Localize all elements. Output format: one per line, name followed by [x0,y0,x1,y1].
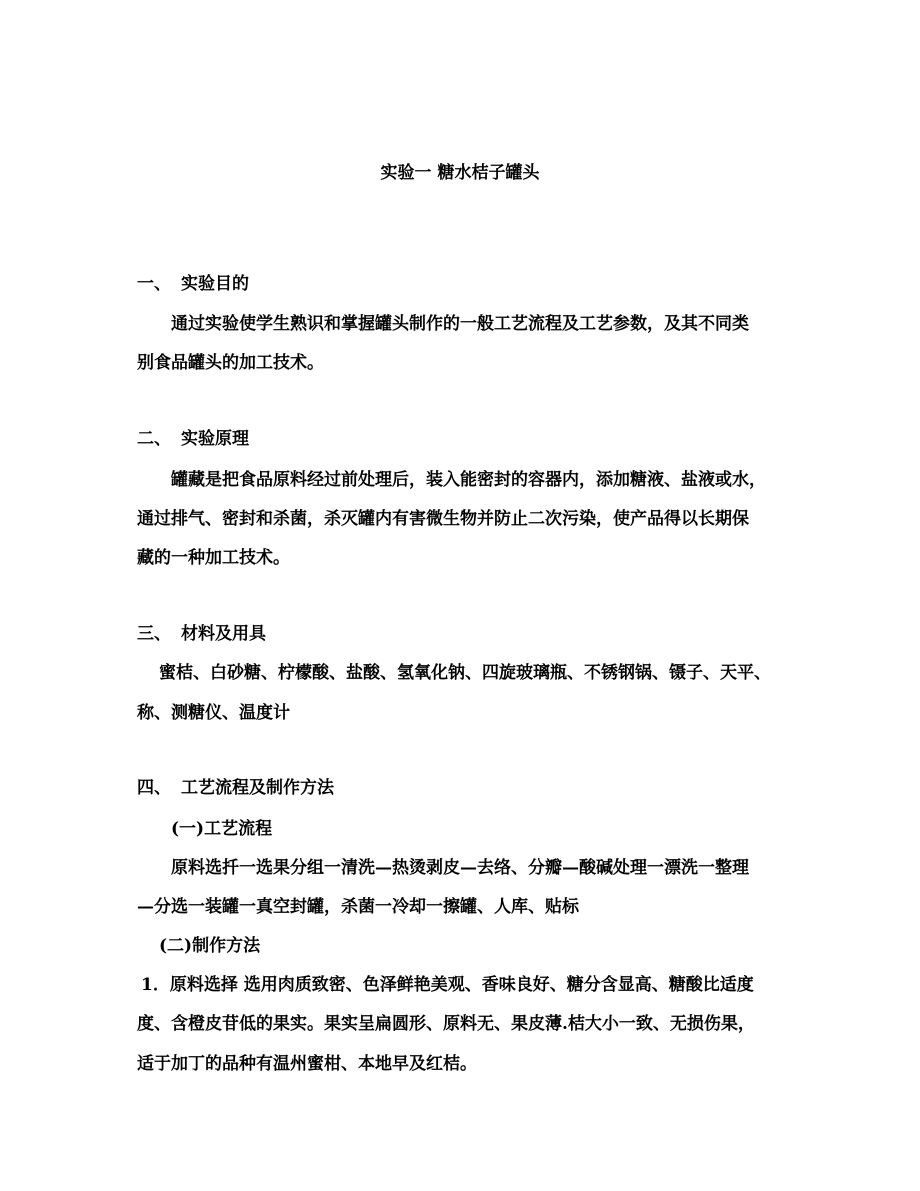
section-4-method-line-1: 1．原料选择 选用肉质致密、色泽鲜艳美观、香味良好、糖分含显高、糖酸比适度 [141,975,754,995]
section-2-line-1: 罐藏是把食品原料经过前处理后，装入能密封的容器内，添加糖液、盐液或水， [171,470,766,490]
section-2-number: 二、 [137,429,171,449]
section-1-line-1: 通过实验使学生熟识和掌握罐头制作的一般工艺流程及工艺参数，及其不同类 [171,314,749,334]
section-4-heading [137,777,334,799]
section-3-heading [137,623,266,645]
section-2-line-3: 藏的一种加工技术。 [137,548,290,568]
section-4-flow-line-1: 原料选扦一选果分组一清洗—热烫剥皮—去络、分瓣—酸碱处理一漂洗一整理 [171,858,749,878]
section-4-subheading-2: (二)制作方法 [159,936,261,956]
section-3-title: 材料及用具 [181,624,266,644]
section-3-number: 三、 [137,624,171,644]
section-4-number: 四、 [137,778,171,798]
section-4-method-line-3: 适于加丁的品种有温州蜜柑、本地早及红桔。 [137,1054,477,1074]
section-1-number: 一、 [137,274,171,294]
section-4-subheading-1: (一)工艺流程 [171,819,273,839]
section-3-line-2: 称、测糖仪、温度计 [137,703,290,723]
section-1-title: 实验目的 [181,274,249,294]
section-4-flow-line-2: —分选一装罐一真空封罐，杀菌一冷却一擦罐、人库、贴标 [137,897,579,917]
section-4-method-line-2: 度、含橙皮苷低的果实。果实呈扁圆形、原料无、果皮薄.桔大小一致、无损伤果， [137,1014,755,1034]
section-2-heading [137,428,249,450]
section-2-title: 实验原理 [181,429,249,449]
section-4-title: 工艺流程及制作方法 [181,778,334,798]
section-2-line-2: 通过排气、密封和杀菌，杀灭罐内有害微生物并防止二次污染，使产品得以长期保 [137,509,749,529]
section-3-line-1: 蜜桔、白砂糖、柠檬酸、盐酸、氢氧化钠、四旋玻璃瓶、不锈钢锅、镊子、天平、 [159,663,771,683]
document-title: 实验一 糖水桔子罐头 [380,163,540,183]
section-1-line-2: 别食品罐头的加工技术。 [137,353,324,373]
section-1-heading [137,273,249,295]
